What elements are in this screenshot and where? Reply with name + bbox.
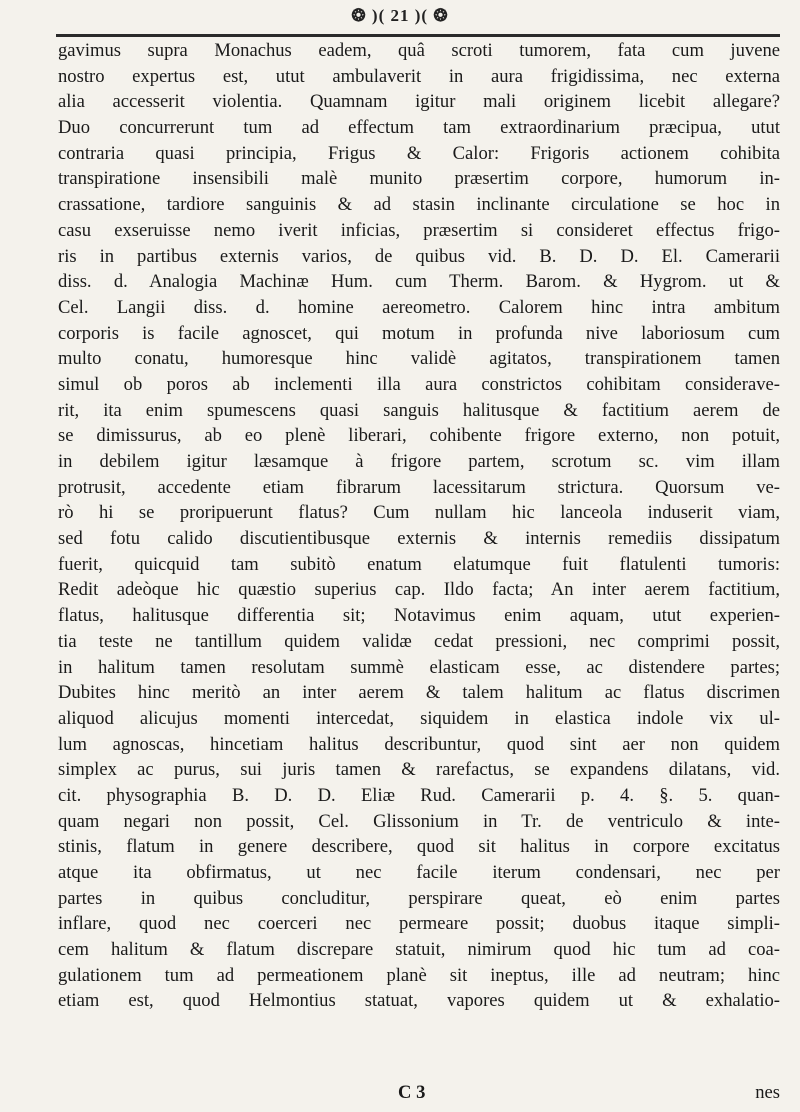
text-line: protrusit, accedente etiam fibrarum lacessitarum strictura. Quorsum ve-: [58, 476, 780, 498]
text-line: quam negari non possit, Cel. Glissonium in Tr. de ventriculo & inte-: [58, 810, 780, 832]
text-line: casu exseruisse nemo iverit inficias, præsertim si consideret effectus frigo-: [58, 219, 780, 241]
text-line: atque ita obfirmatus, ut nec facile iterum condensari, nec per: [58, 862, 780, 883]
text-line: flatus, halitusque differentia sit; Notavimus enim aquam, utut experien-: [58, 605, 780, 627]
text-line: inflare, quod nec coerceri nec permeare possit; duobus itaque simpli-: [58, 913, 780, 935]
text-line: fuerit, quicquid tam subitò enatum elatumque fuit flatulenti tumoris:: [58, 553, 780, 575]
text-line: simplex ac purus, sui juris tamen & rarefactus, se expandens dilatans, vid.: [58, 759, 780, 781]
text-line: ris in partibus externis varios, de quibus vid. B. D. D. El. Camerarii: [58, 245, 780, 267]
text-line: in halitum tamen resolutam summè elasticam esse, ac distendere partes;: [58, 656, 780, 678]
text-line: gavimus supra Monachus eadem, quâ scroti tumorem, fata cum juvene: [58, 40, 780, 61]
text-line: gulationem tum ad permeationem planè sit ineptus, ille ad neutram; hinc: [58, 964, 780, 986]
body-text: [58, 38, 780, 1014]
text-line: contraria quasi principia, Frigus & Calor: Frigoris actionem cohibita: [58, 142, 780, 164]
header-rule: [56, 34, 780, 37]
text-line: simul ob poros ab inclementi illa aura constrictos cohibitam considerave-: [58, 373, 780, 395]
catchword: nes: [755, 1082, 780, 1103]
text-line: alia accesserit violentia. Quamnam igitur mali originem licebit allegare?: [58, 91, 780, 113]
text-line: cem halitum & flatum discrepare statuit, nimirum quod hic tum ad coa-: [58, 939, 780, 961]
text-line: Redit adeòque hic quæstio superius cap. Ildo facta; An inter aerem factitium,: [58, 579, 780, 601]
text-line: corporis is facile agnoscet, qui motum in profunda nive laboriosum cum: [58, 322, 780, 344]
text-line: rit, ita enim spumescens quasi sanguis halitusque & factitium aerem de: [58, 399, 780, 421]
text-line: lum agnoscas, hincetiam halitus describuntur, quod sint aer non quidem: [58, 733, 780, 755]
text-line: Dubites hinc meritò an inter aerem & talem halitum ac flatus discrimen: [58, 682, 780, 704]
text-line: Cel. Langii diss. d. homine aereometro. Calorem hinc intra ambitum: [58, 296, 780, 318]
page-header: [0, 6, 800, 26]
text-line: multo conatu, humoresque hinc validè agitatos, transpirationem tamen: [58, 348, 780, 370]
text-line: cit. physographia B. D. D. Eliæ Rud. Camerarii p. 4. §. 5. quan-: [58, 784, 780, 806]
text-line: aliquod alicujus momenti intercedat, siquidem in elastica indole vix ul-: [58, 707, 780, 729]
page-number: 21: [390, 6, 410, 25]
signature-mark: C 3: [398, 1082, 426, 1103]
text-line: etiam est, quod Helmontius statuat, vapores quidem ut & exhalatio-: [58, 990, 780, 1012]
text-line: crassatione, tardiore sanguinis & ad stasin inclinante circulatione se hoc in: [58, 194, 780, 216]
text-line: tia teste ne tantillum quidem validæ cedat pressioni, nec comprimi possit,: [58, 630, 780, 652]
text-line: rò hi se proripuerunt flatus? Cum nullam hic lanceola induserit viam,: [58, 502, 780, 524]
text-line: se dimissurus, ab eo plenè liberari, cohibente frigore externo, non potuit,: [58, 425, 780, 447]
text-line: nostro expertus est, utut ambulaverit in aura frigidissima, nec externa: [58, 65, 780, 87]
ornament-right: )( ❂: [409, 6, 449, 25]
page-footer: [58, 1082, 780, 1108]
text-line: Duo concurrerunt tum ad effectum tam extraordinarium præcipua, utut: [58, 117, 780, 139]
text-line: stinis, flatum in genere describere, quod sit halitus in corpore excitatus: [58, 836, 780, 858]
ornament-left: ❂ )(: [351, 6, 391, 25]
text-line: diss. d. Analogia Machinæ Hum. cum Therm. Barom. & Hygrom. ut &: [58, 271, 780, 293]
text-line: in debilem igitur læsamque à frigore partem, scrotum sc. vim illam: [58, 451, 780, 472]
text-line: transpiratione insensibili malè munito præsertim corpore, humorum in-: [58, 168, 780, 190]
text-line: partes in quibus concluditur, perspirare queat, eò enim partes: [58, 887, 780, 909]
text-line: sed fotu calido discutientibusque externis & internis remediis dissipatum: [58, 528, 780, 550]
